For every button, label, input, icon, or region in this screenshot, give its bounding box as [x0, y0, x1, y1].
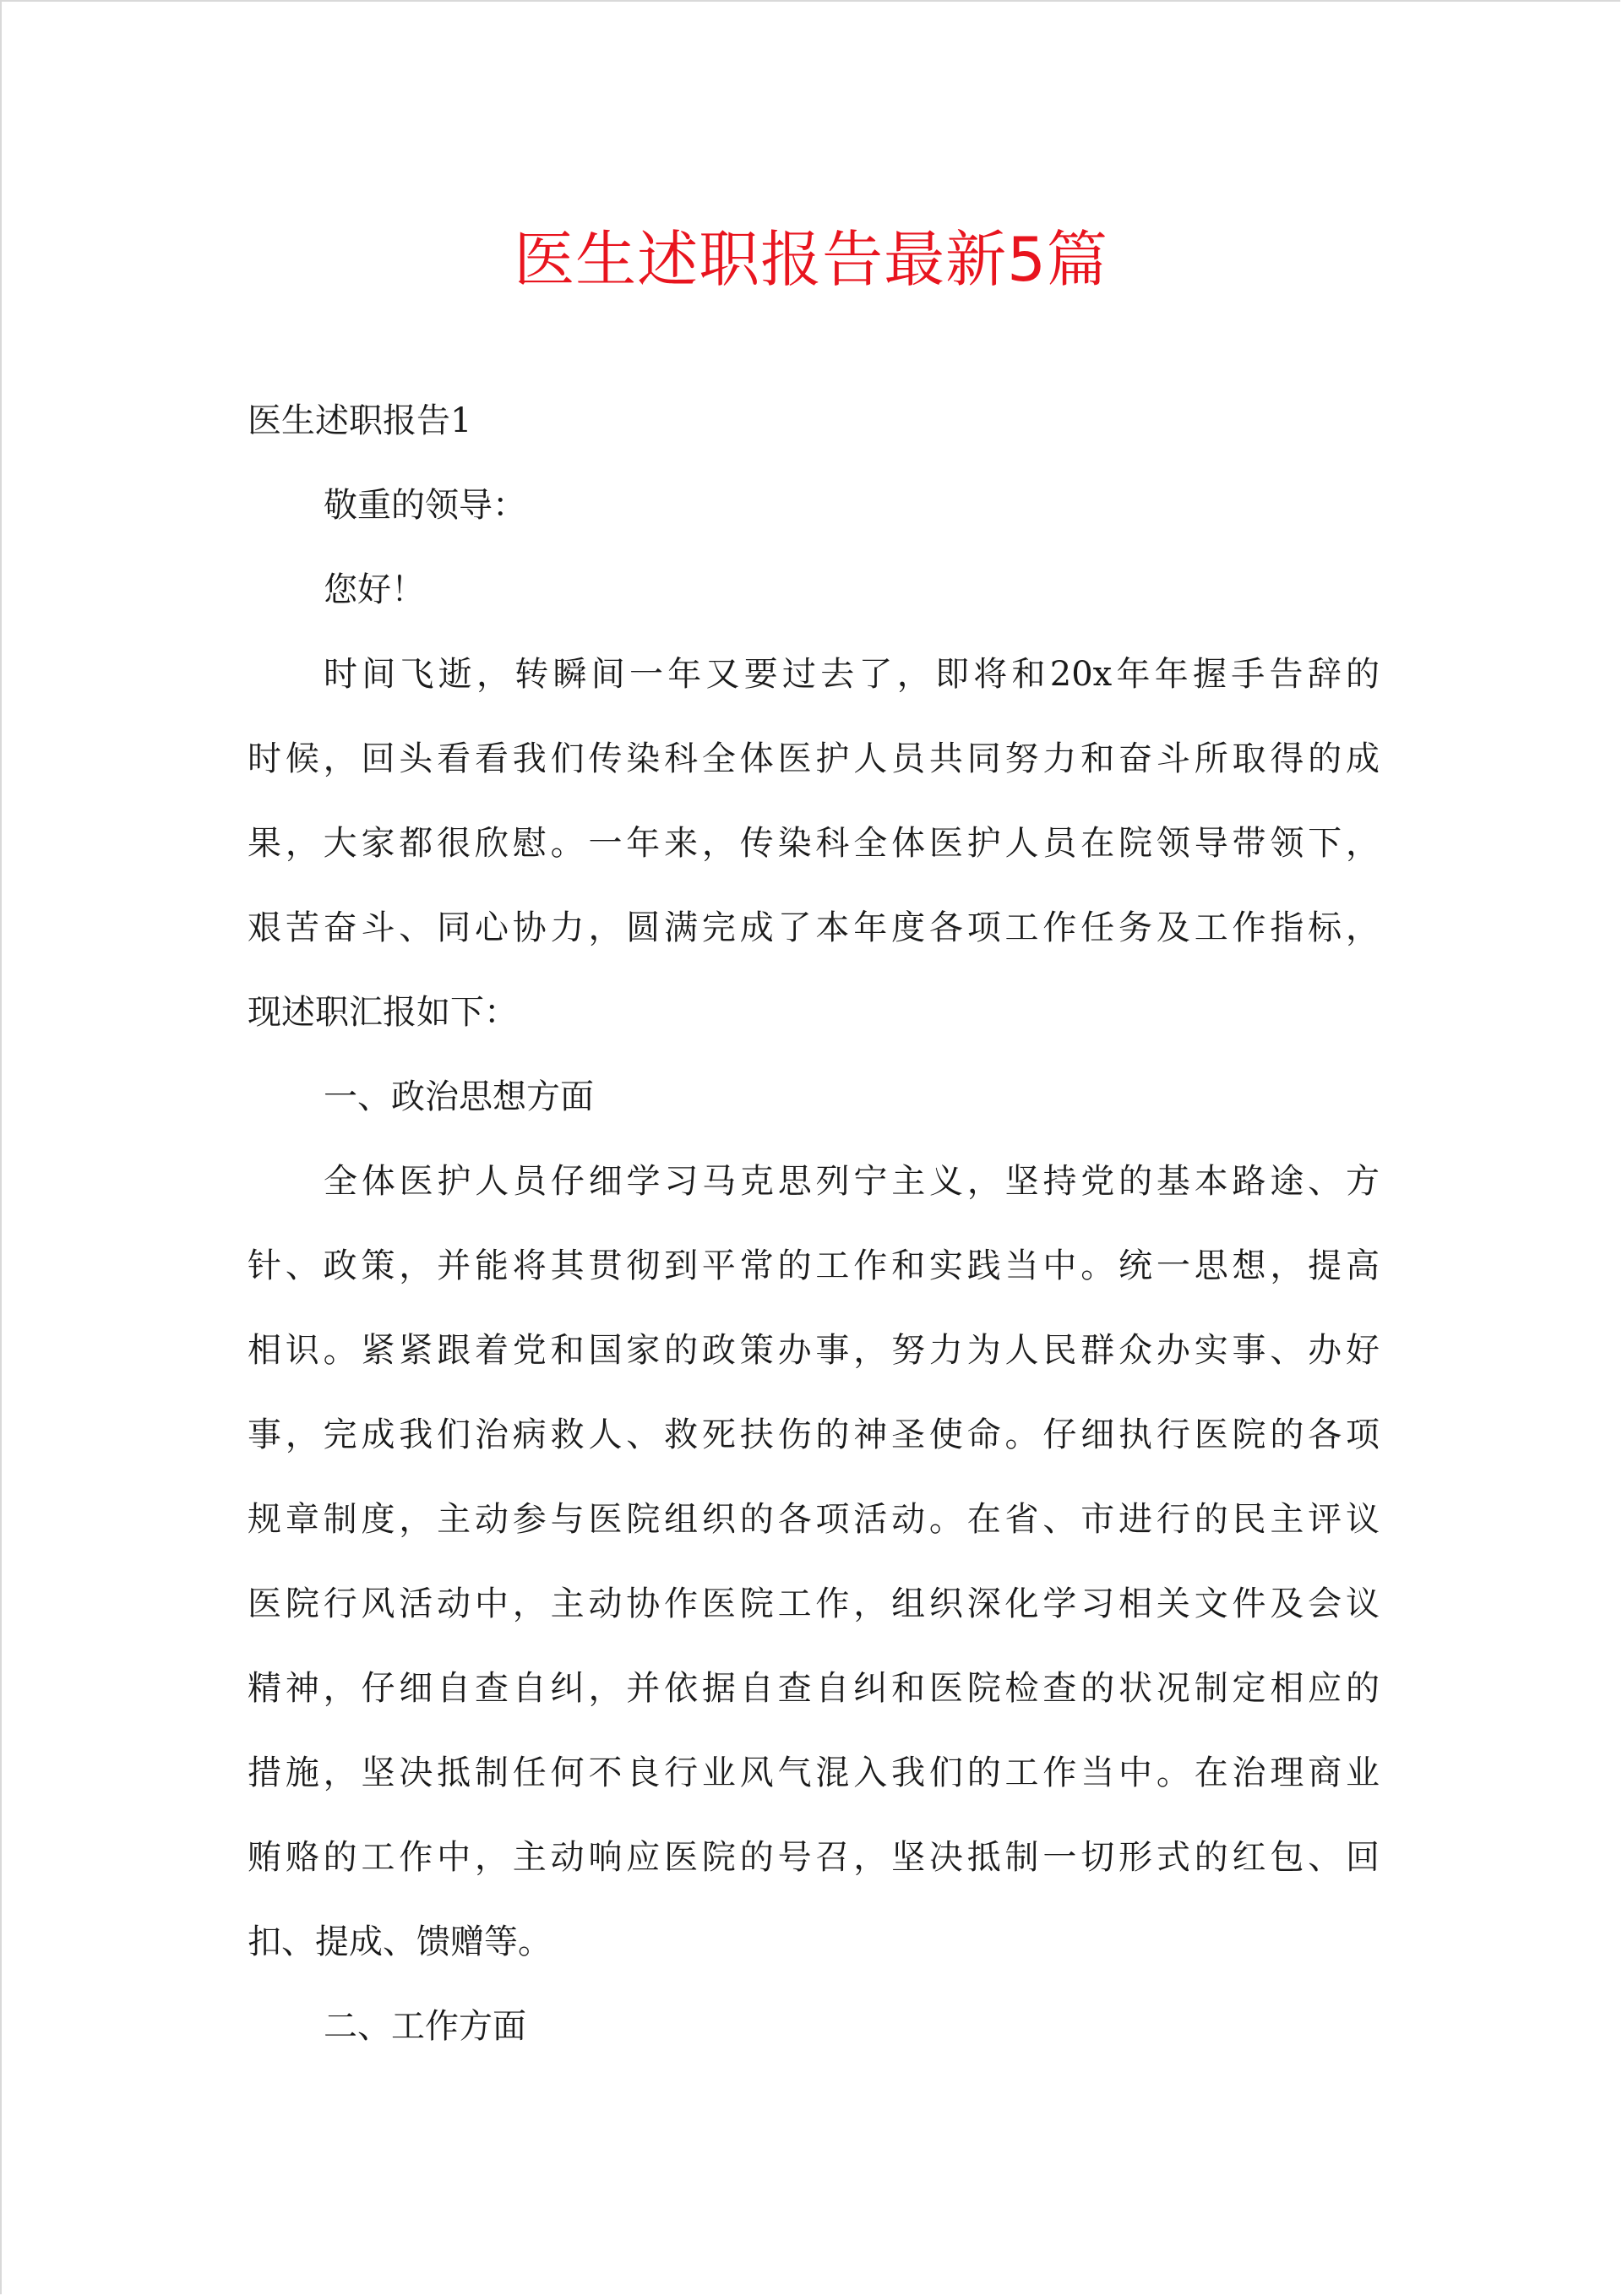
paragraph-line: 艰苦奋斗、同心协力，圆满完成了本年度各项工作任务及工作指标， [248, 908, 1380, 947]
document-title: 医生述职报告最新5篇 [514, 224, 1108, 295]
paragraph-line: 扣、提成、馈赠等。 [248, 1922, 552, 1961]
paragraph-line: 医院行风活动中，主动协作医院工作，组织深化学习相关文件及会议 [248, 1584, 1380, 1623]
paragraph-line: 规章制度，主动参与医院组织的各项活动。在省、市进行的民主评议 [248, 1500, 1380, 1539]
paragraph-line: 贿赂的工作中，主动响应医院的号召，坚决抵制一切形式的红包、回 [248, 1838, 1380, 1877]
paragraph-line: 针、政策，并能将其贯彻到平常的工作和实践当中。统一思想，提高 [248, 1246, 1380, 1285]
paragraph-line: 时候，回头看看我们传染科全体医护人员共同努力和奋斗所取得的成 [248, 739, 1380, 778]
paragraph-line: 事，完成我们治病救人、救死扶伤的神圣使命。仔细执行医院的各项 [248, 1415, 1380, 1454]
paragraph-line: 精神，仔细自查自纠，并依据自查自纠和医院检查的状况制定相应的 [248, 1669, 1380, 1708]
paragraph-line: 措施，坚决抵制任何不良行业风气混入我们的工作当中。在治理商业 [248, 1753, 1380, 1792]
section-heading-2: 二、工作方面 [324, 2007, 526, 2046]
paragraph-2 [248, 1139, 1380, 1984]
paragraph-line: 果，大家都很欣慰。一年来，传染科全体医护人员在院领导带领下， [248, 824, 1380, 863]
salutation: 敬重的领导： [324, 486, 526, 525]
paragraph-line: 现述职汇报如下： [248, 993, 518, 1032]
paragraph-line: 全体医护人员仔细学习马克思列宁主义，坚持党的基本路途、方 [324, 1162, 1380, 1201]
paragraph-1 [248, 632, 1380, 1055]
section-heading-1: 一、政治思想方面 [324, 1077, 594, 1116]
paragraph-line: 相识。紧紧跟着党和国家的政策办事，努力为人民群众办实事、办好 [248, 1331, 1380, 1370]
paragraph-line: 时间飞逝，转瞬间一年又要过去了，即将和20x年年握手告辞的 [324, 655, 1380, 694]
section-title: 医生述职报告1 [248, 401, 472, 440]
document-body [248, 379, 1380, 2069]
greeting: 您好！ [324, 570, 425, 609]
